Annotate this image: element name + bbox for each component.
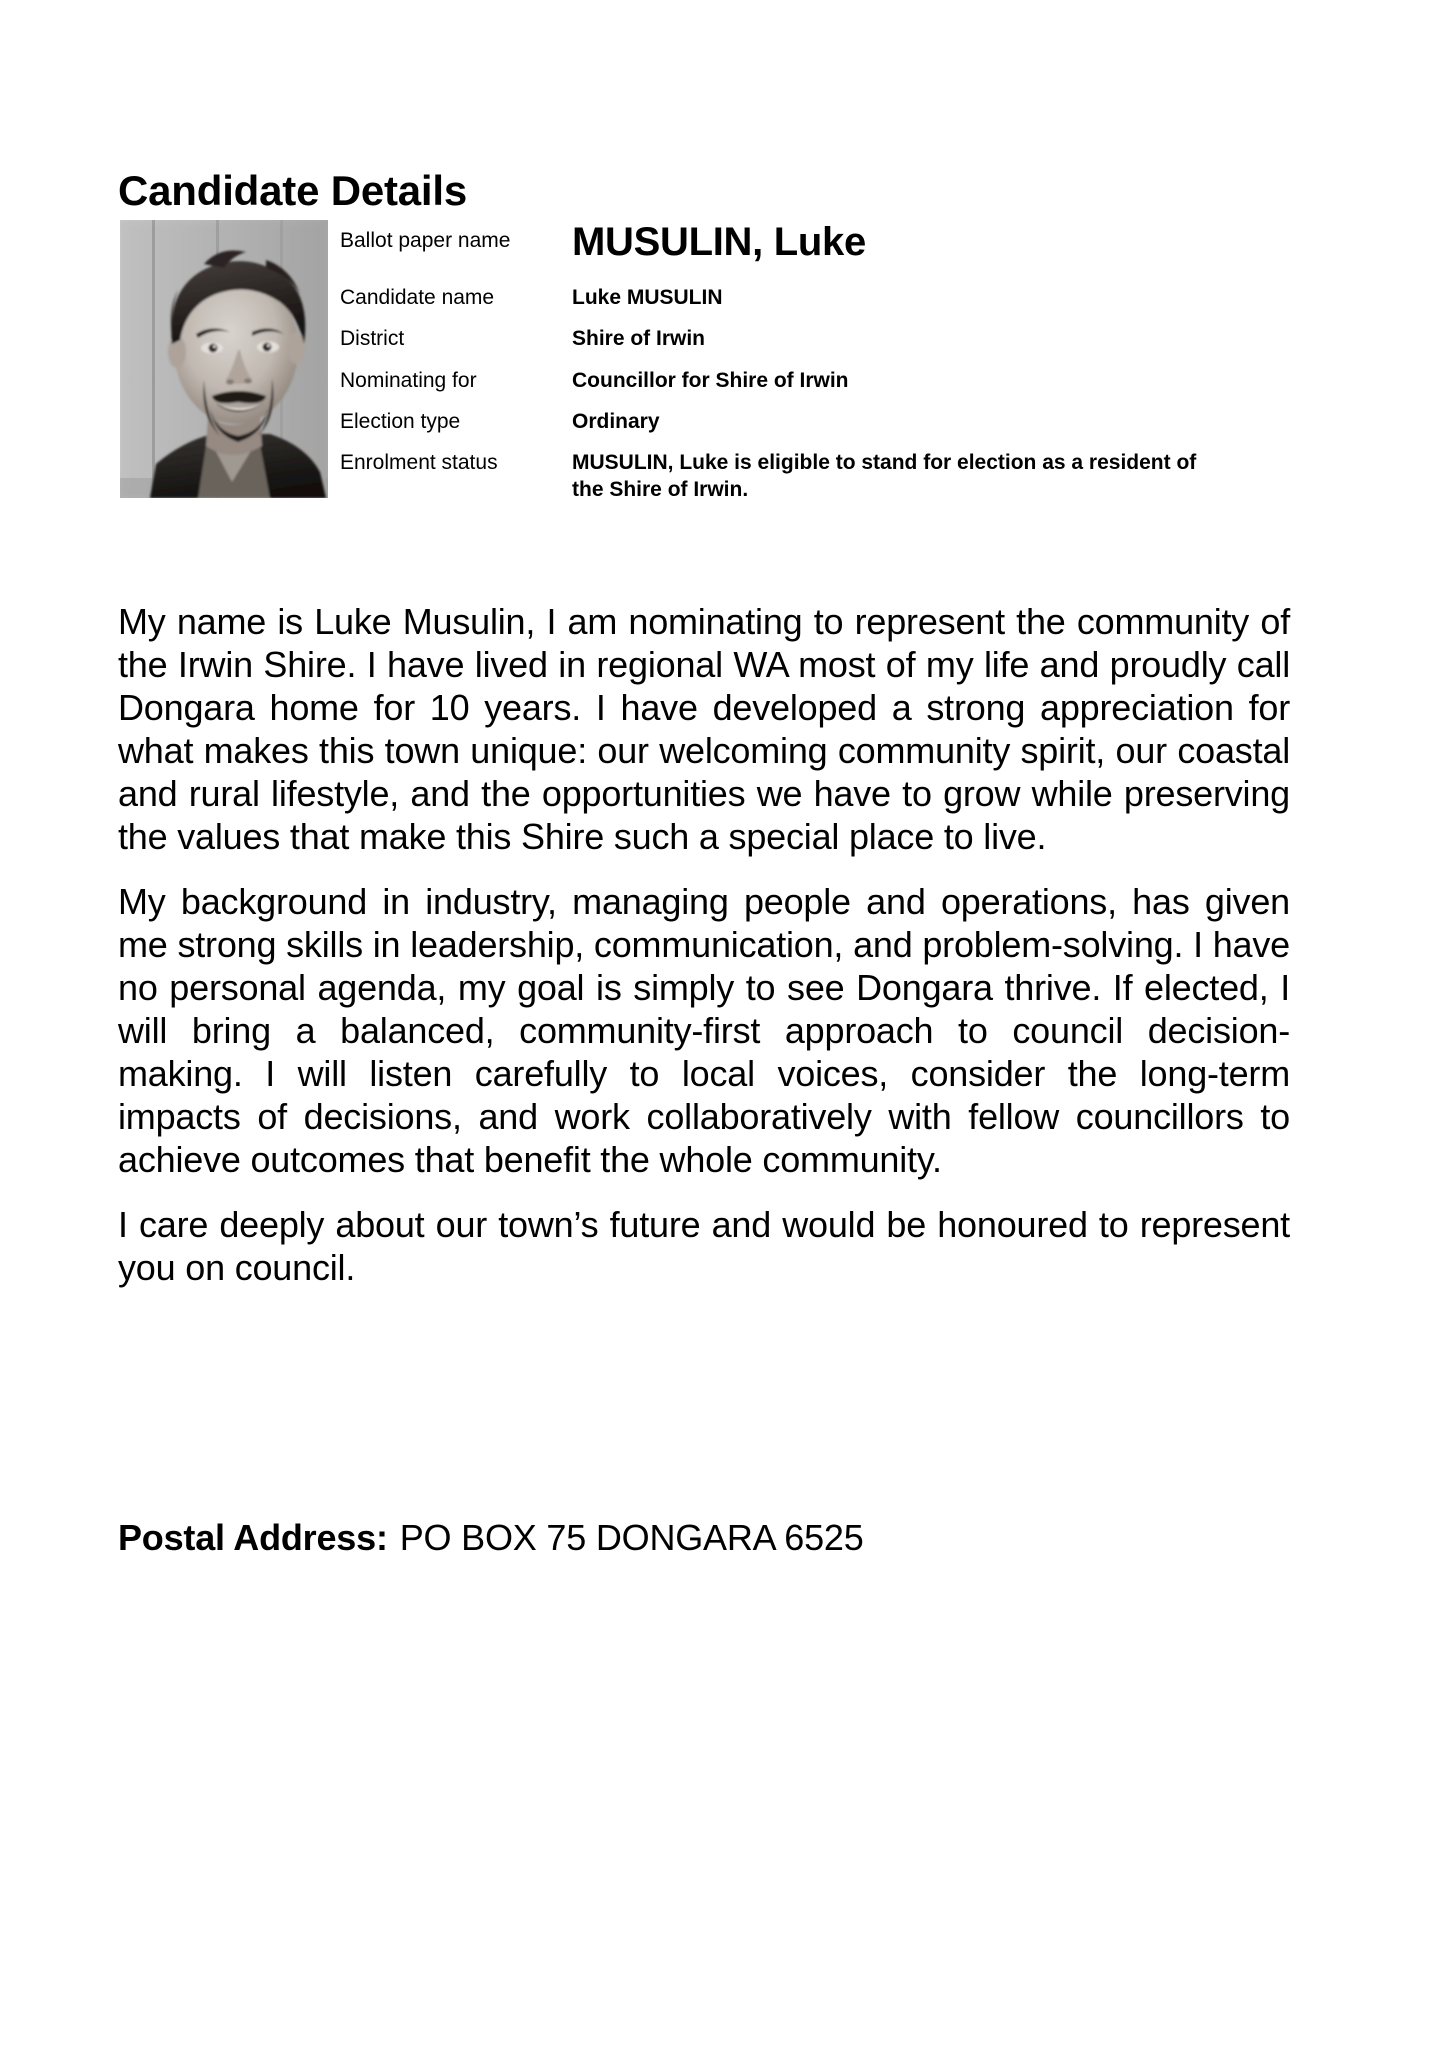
detail-value-candidate-name: Luke MUSULIN [572,286,723,309]
portrait-image [120,220,328,498]
detail-row-candidate-name [340,284,1340,311]
detail-value-ballot-paper-name: MUSULIN, Luke [572,220,866,264]
candidate-statement [118,600,1290,1289]
page-title: Candidate Details [118,167,468,215]
postal-address [118,1516,864,1560]
detail-row-district [340,325,1340,352]
statement-paragraph-3: I care deeply about our town’s future and would be honoured to represent you on council. [118,1204,1290,1288]
statement-paragraph-1: My name is Luke Musulin, I am nominating to represent the community of the Irwin Shire. I have lived in regional WA most of my life and proudly call Dongara home for 10 years. I have developed a strong appreciation for what makes this town unique: our welcoming community spirit, our coastal and rural lifestyle, and the opportunities we have to grow while preserving the values that make this Shire such a special place to live. [118,601,1290,857]
detail-row-enrolment-status [340,449,1340,504]
detail-row-nominating-for [340,367,1340,394]
detail-value-election-type: Ordinary [572,409,660,433]
detail-label-nominating-for: Nominating for [340,368,477,392]
detail-row-ballot-paper-name [340,222,1340,262]
detail-label-election-type: Election type [340,409,461,433]
detail-label-ballot-paper-name: Ballot paper name [340,229,511,252]
detail-label-candidate-name: Candidate name [340,286,495,309]
detail-label-district: District [340,327,405,351]
detail-row-election-type [340,408,1340,435]
detail-label-enrolment-status: Enrolment status [340,451,498,475]
postal-address-value: PO BOX 75 DONGARA 6525 [399,1517,864,1558]
detail-value-district: Shire of Irwin [572,327,706,351]
postal-address-label: Postal Address: [118,1517,388,1558]
candidate-details-table [340,222,1340,518]
candidate-photo [120,220,328,498]
statement-paragraph-2: My background in industry, managing people and operations, has given me strong skills in leadership, communication, and problem-solving. I have no personal agenda, my goal is simply to see Dongara thrive. If elected, I will bring a balanced, community-first approach to council decision-making. I will listen carefully to local voices, consider the long-term impacts of decisions, and work collaboratively with fellow councillors to achieve outcomes that benefit the whole community. [118,881,1290,1180]
detail-value-nominating-for: Councillor for Shire of Irwin [572,368,849,392]
detail-value-enrolment-status: MUSULIN, Luke is eligible to stand for election as a resident of the Shire of Irwin. [572,451,1197,502]
